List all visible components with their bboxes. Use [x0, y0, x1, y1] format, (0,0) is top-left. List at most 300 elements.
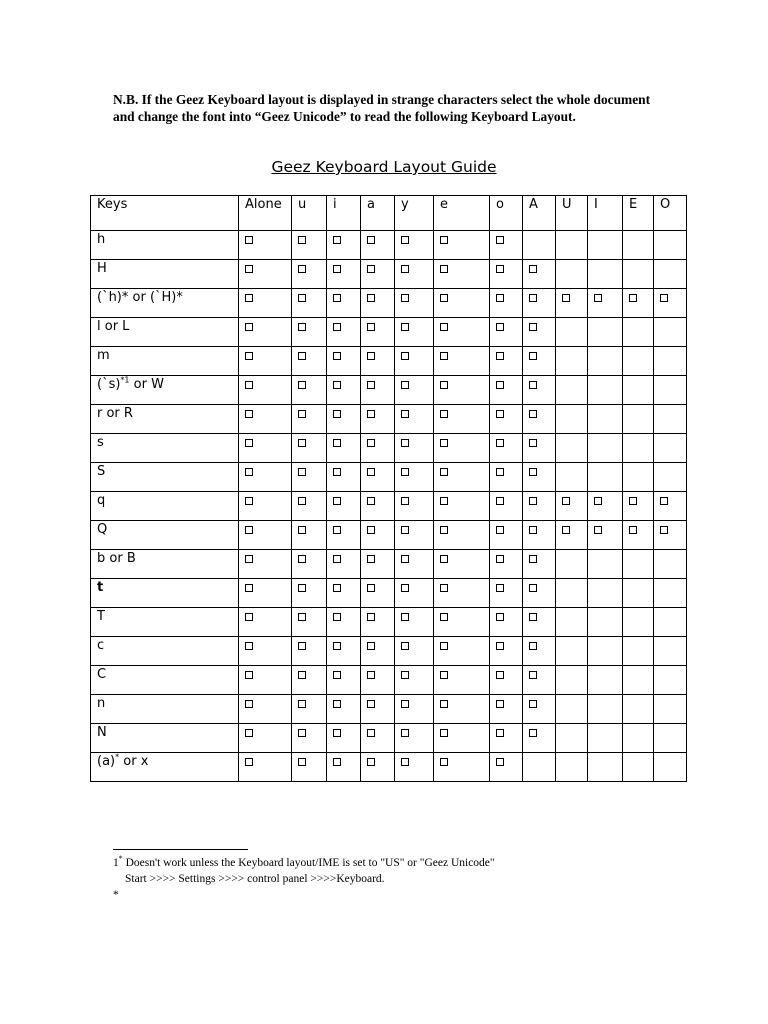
- glyph-cell: [239, 724, 292, 753]
- key-label: l or L: [97, 319, 130, 334]
- glyph-cell: [490, 376, 523, 405]
- missing-glyph-box-icon: [440, 265, 448, 273]
- glyph-cell: [239, 492, 292, 521]
- missing-glyph-box-icon: [298, 236, 306, 244]
- missing-glyph-box-icon: [298, 352, 306, 360]
- glyph-cell: [239, 637, 292, 666]
- key-cell: [91, 405, 239, 434]
- glyph-cell: [490, 637, 523, 666]
- glyph-cell: [654, 608, 687, 637]
- footnote-marker-sup: *: [118, 854, 123, 864]
- table-row: [91, 608, 687, 637]
- missing-glyph-box-icon: [496, 526, 504, 534]
- glyph-cell: [490, 231, 523, 260]
- glyph-cell: [654, 695, 687, 724]
- missing-glyph-box-icon: [245, 294, 253, 302]
- column-header: O: [654, 196, 687, 231]
- missing-glyph-box-icon: [529, 497, 537, 505]
- table-row: [91, 579, 687, 608]
- missing-glyph-box-icon: [529, 294, 537, 302]
- missing-glyph-box-icon: [401, 555, 409, 563]
- key-cell: [91, 492, 239, 521]
- missing-glyph-box-icon: [562, 294, 570, 302]
- glyph-cell: [523, 347, 556, 376]
- key-label: q: [97, 493, 106, 508]
- missing-glyph-box-icon: [496, 381, 504, 389]
- key-cell: [91, 695, 239, 724]
- missing-glyph-box-icon: [367, 613, 375, 621]
- glyph-cell: [434, 347, 490, 376]
- missing-glyph-box-icon: [333, 323, 341, 331]
- table-row: [91, 376, 687, 405]
- glyph-cell: [523, 579, 556, 608]
- glyph-cell: [239, 753, 292, 782]
- glyph-cell: [239, 695, 292, 724]
- key-label: S: [97, 464, 106, 479]
- glyph-cell: [395, 260, 434, 289]
- glyph-cell: [239, 405, 292, 434]
- glyph-cell: [490, 492, 523, 521]
- glyph-cell: [434, 724, 490, 753]
- glyph-cell: [556, 405, 588, 434]
- missing-glyph-box-icon: [298, 584, 306, 592]
- column-header: I: [588, 196, 623, 231]
- glyph-cell: [395, 579, 434, 608]
- glyph-cell: [490, 666, 523, 695]
- glyph-cell: [556, 231, 588, 260]
- table-row: [91, 724, 687, 753]
- glyph-cell: [361, 608, 395, 637]
- missing-glyph-box-icon: [440, 323, 448, 331]
- missing-glyph-box-icon: [298, 700, 306, 708]
- glyph-cell: [556, 666, 588, 695]
- missing-glyph-box-icon: [529, 468, 537, 476]
- glyph-cell: [395, 666, 434, 695]
- glyph-cell: [395, 376, 434, 405]
- missing-glyph-box-icon: [367, 265, 375, 273]
- glyph-cell: [434, 753, 490, 782]
- glyph-cell: [327, 521, 361, 550]
- missing-glyph-box-icon: [245, 497, 253, 505]
- missing-glyph-box-icon: [401, 381, 409, 389]
- missing-glyph-box-icon: [401, 323, 409, 331]
- key-label-suffix: or x: [119, 754, 149, 769]
- glyph-cell: [434, 579, 490, 608]
- missing-glyph-box-icon: [245, 642, 253, 650]
- glyph-cell: [239, 347, 292, 376]
- key-cell: [91, 550, 239, 579]
- missing-glyph-box-icon: [496, 671, 504, 679]
- missing-glyph-box-icon: [562, 497, 570, 505]
- glyph-cell: [434, 405, 490, 434]
- missing-glyph-box-icon: [245, 265, 253, 273]
- table-row: [91, 637, 687, 666]
- keyboard-layout-table: [90, 195, 687, 782]
- missing-glyph-box-icon: [367, 584, 375, 592]
- glyph-cell: [239, 463, 292, 492]
- glyph-cell: [292, 608, 327, 637]
- missing-glyph-box-icon: [529, 642, 537, 650]
- glyph-cell: [556, 260, 588, 289]
- glyph-cell: [434, 608, 490, 637]
- footnote: [113, 855, 673, 903]
- glyph-cell: [654, 347, 687, 376]
- glyph-cell: [523, 637, 556, 666]
- key-label: N: [97, 725, 107, 740]
- missing-glyph-box-icon: [496, 729, 504, 737]
- glyph-cell: [239, 666, 292, 695]
- missing-glyph-box-icon: [367, 236, 375, 244]
- missing-glyph-box-icon: [245, 410, 253, 418]
- table-row: [91, 434, 687, 463]
- glyph-cell: [588, 231, 623, 260]
- missing-glyph-box-icon: [367, 700, 375, 708]
- missing-glyph-box-icon: [333, 613, 341, 621]
- key-cell: [91, 637, 239, 666]
- column-header: Alone: [239, 196, 292, 231]
- missing-glyph-box-icon: [401, 410, 409, 418]
- glyph-cell: [239, 231, 292, 260]
- glyph-cell: [623, 405, 654, 434]
- footnote-line-1: [113, 855, 673, 871]
- key-cell: [91, 463, 239, 492]
- missing-glyph-box-icon: [298, 526, 306, 534]
- missing-glyph-box-icon: [529, 700, 537, 708]
- missing-glyph-box-icon: [401, 497, 409, 505]
- key-cell: [91, 376, 239, 405]
- glyph-cell: [292, 695, 327, 724]
- glyph-cell: [395, 608, 434, 637]
- glyph-cell: [523, 260, 556, 289]
- missing-glyph-box-icon: [298, 758, 306, 766]
- key-label: t: [97, 580, 104, 595]
- glyph-cell: [490, 521, 523, 550]
- missing-glyph-box-icon: [367, 439, 375, 447]
- table-row: [91, 260, 687, 289]
- glyph-cell: [395, 405, 434, 434]
- glyph-cell: [623, 231, 654, 260]
- glyph-cell: [395, 724, 434, 753]
- missing-glyph-box-icon: [440, 613, 448, 621]
- missing-glyph-box-icon: [529, 323, 537, 331]
- glyph-cell: [623, 695, 654, 724]
- missing-glyph-box-icon: [367, 497, 375, 505]
- glyph-cell: [523, 318, 556, 347]
- glyph-cell: [395, 492, 434, 521]
- missing-glyph-box-icon: [401, 265, 409, 273]
- missing-glyph-box-icon: [333, 642, 341, 650]
- missing-glyph-box-icon: [298, 323, 306, 331]
- glyph-cell: [395, 521, 434, 550]
- missing-glyph-box-icon: [333, 700, 341, 708]
- glyph-cell: [327, 637, 361, 666]
- glyph-cell: [623, 347, 654, 376]
- glyph-cell: [556, 492, 588, 521]
- missing-glyph-box-icon: [401, 613, 409, 621]
- key-cell: [91, 347, 239, 376]
- table-row: [91, 289, 687, 318]
- missing-glyph-box-icon: [333, 671, 341, 679]
- key-cell: [91, 318, 239, 347]
- missing-glyph-box-icon: [245, 352, 253, 360]
- missing-glyph-box-icon: [496, 323, 504, 331]
- glyph-cell: [556, 695, 588, 724]
- glyph-cell: [361, 521, 395, 550]
- glyph-cell: [523, 289, 556, 318]
- glyph-cell: [327, 318, 361, 347]
- missing-glyph-box-icon: [298, 265, 306, 273]
- missing-glyph-box-icon: [496, 555, 504, 563]
- glyph-cell: [292, 405, 327, 434]
- glyph-cell: [523, 695, 556, 724]
- missing-glyph-box-icon: [401, 294, 409, 302]
- missing-glyph-box-icon: [333, 294, 341, 302]
- missing-glyph-box-icon: [245, 758, 253, 766]
- missing-glyph-box-icon: [245, 613, 253, 621]
- glyph-cell: [239, 289, 292, 318]
- glyph-cell: [623, 550, 654, 579]
- glyph-cell: [556, 724, 588, 753]
- missing-glyph-box-icon: [333, 352, 341, 360]
- glyph-cell: [490, 724, 523, 753]
- missing-glyph-box-icon: [367, 410, 375, 418]
- missing-glyph-box-icon: [594, 294, 602, 302]
- glyph-cell: [556, 347, 588, 376]
- glyph-cell: [623, 260, 654, 289]
- key-label: c: [97, 638, 105, 653]
- missing-glyph-box-icon: [440, 555, 448, 563]
- glyph-cell: [556, 608, 588, 637]
- glyph-cell: [623, 289, 654, 318]
- glyph-cell: [434, 260, 490, 289]
- footnote-separator: [113, 849, 248, 850]
- glyph-cell: [292, 434, 327, 463]
- table-header-row: [91, 196, 687, 231]
- missing-glyph-box-icon: [367, 642, 375, 650]
- glyph-cell: [292, 753, 327, 782]
- glyph-cell: [654, 521, 687, 550]
- missing-glyph-box-icon: [401, 671, 409, 679]
- glyph-cell: [361, 231, 395, 260]
- missing-glyph-box-icon: [440, 381, 448, 389]
- key-label: h: [97, 232, 106, 247]
- key-cell: [91, 231, 239, 260]
- glyph-cell: [361, 434, 395, 463]
- glyph-cell: [654, 724, 687, 753]
- glyph-cell: [588, 463, 623, 492]
- glyph-cell: [523, 521, 556, 550]
- column-header: Keys: [91, 196, 239, 231]
- key-cell: [91, 521, 239, 550]
- glyph-cell: [556, 289, 588, 318]
- missing-glyph-box-icon: [401, 584, 409, 592]
- glyph-cell: [523, 463, 556, 492]
- missing-glyph-box-icon: [440, 729, 448, 737]
- missing-glyph-box-icon: [660, 497, 668, 505]
- missing-glyph-box-icon: [594, 526, 602, 534]
- column-header: U: [556, 196, 588, 231]
- footnote-line-3: *: [113, 889, 119, 901]
- glyph-cell: [395, 695, 434, 724]
- missing-glyph-box-icon: [529, 265, 537, 273]
- missing-glyph-box-icon: [440, 352, 448, 360]
- glyph-cell: [654, 637, 687, 666]
- key-cell: [91, 579, 239, 608]
- glyph-cell: [434, 463, 490, 492]
- glyph-cell: [395, 318, 434, 347]
- glyph-cell: [556, 579, 588, 608]
- missing-glyph-box-icon: [401, 758, 409, 766]
- glyph-cell: [523, 492, 556, 521]
- glyph-cell: [395, 463, 434, 492]
- key-superscript: *1: [120, 375, 130, 385]
- glyph-cell: [523, 434, 556, 463]
- table-row: [91, 492, 687, 521]
- glyph-cell: [292, 637, 327, 666]
- key-label: s: [97, 435, 104, 450]
- missing-glyph-box-icon: [298, 497, 306, 505]
- glyph-cell: [623, 376, 654, 405]
- table-row: [91, 521, 687, 550]
- key-label: (`s): [97, 377, 121, 392]
- missing-glyph-box-icon: [298, 613, 306, 621]
- glyph-cell: [588, 492, 623, 521]
- key-cell: [91, 724, 239, 753]
- glyph-cell: [556, 318, 588, 347]
- glyph-cell: [361, 550, 395, 579]
- glyph-cell: [556, 753, 588, 782]
- glyph-cell: [654, 579, 687, 608]
- glyph-cell: [654, 492, 687, 521]
- glyph-cell: [654, 753, 687, 782]
- missing-glyph-box-icon: [367, 381, 375, 389]
- glyph-cell: [490, 289, 523, 318]
- key-label: b or B: [97, 551, 136, 566]
- glyph-cell: [490, 608, 523, 637]
- glyph-cell: [556, 637, 588, 666]
- column-header: A: [523, 196, 556, 231]
- glyph-cell: [588, 666, 623, 695]
- column-header: i: [327, 196, 361, 231]
- glyph-cell: [654, 434, 687, 463]
- glyph-cell: [361, 666, 395, 695]
- glyph-cell: [556, 550, 588, 579]
- glyph-cell: [588, 579, 623, 608]
- glyph-cell: [623, 637, 654, 666]
- missing-glyph-box-icon: [629, 526, 637, 534]
- footnote-marker: 1: [113, 857, 119, 869]
- glyph-cell: [490, 550, 523, 579]
- missing-glyph-box-icon: [367, 555, 375, 563]
- missing-glyph-box-icon: [440, 758, 448, 766]
- glyph-cell: [292, 492, 327, 521]
- glyph-cell: [556, 434, 588, 463]
- glyph-cell: [361, 405, 395, 434]
- glyph-cell: [523, 608, 556, 637]
- key-label: C: [97, 667, 107, 682]
- missing-glyph-box-icon: [594, 497, 602, 505]
- glyph-cell: [588, 347, 623, 376]
- missing-glyph-box-icon: [496, 410, 504, 418]
- missing-glyph-box-icon: [298, 294, 306, 302]
- glyph-cell: [434, 318, 490, 347]
- missing-glyph-box-icon: [496, 642, 504, 650]
- missing-glyph-box-icon: [298, 729, 306, 737]
- glyph-cell: [361, 637, 395, 666]
- missing-glyph-box-icon: [529, 439, 537, 447]
- glyph-cell: [395, 434, 434, 463]
- key-superscript: *: [115, 752, 120, 762]
- glyph-cell: [327, 608, 361, 637]
- missing-glyph-box-icon: [298, 439, 306, 447]
- missing-glyph-box-icon: [367, 468, 375, 476]
- missing-glyph-box-icon: [496, 352, 504, 360]
- glyph-cell: [292, 231, 327, 260]
- key-cell: [91, 260, 239, 289]
- missing-glyph-box-icon: [496, 584, 504, 592]
- missing-glyph-box-icon: [367, 323, 375, 331]
- key-label: Q: [97, 522, 108, 537]
- glyph-cell: [361, 695, 395, 724]
- missing-glyph-box-icon: [333, 236, 341, 244]
- glyph-cell: [654, 376, 687, 405]
- missing-glyph-box-icon: [440, 584, 448, 592]
- table-row: [91, 405, 687, 434]
- missing-glyph-box-icon: [562, 526, 570, 534]
- key-label: m: [97, 348, 110, 363]
- glyph-cell: [523, 376, 556, 405]
- glyph-cell: [623, 608, 654, 637]
- glyph-cell: [361, 724, 395, 753]
- key-label: r or R: [97, 406, 133, 421]
- key-cell: [91, 753, 239, 782]
- glyph-cell: [292, 260, 327, 289]
- missing-glyph-box-icon: [245, 584, 253, 592]
- glyph-cell: [327, 260, 361, 289]
- glyph-cell: [588, 608, 623, 637]
- missing-glyph-box-icon: [333, 729, 341, 737]
- glyph-cell: [623, 463, 654, 492]
- glyph-cell: [588, 376, 623, 405]
- column-header: u: [292, 196, 327, 231]
- column-header: e: [434, 196, 490, 231]
- missing-glyph-box-icon: [401, 439, 409, 447]
- key-cell: [91, 289, 239, 318]
- missing-glyph-box-icon: [367, 758, 375, 766]
- glyph-cell: [327, 666, 361, 695]
- glyph-cell: [361, 463, 395, 492]
- glyph-cell: [395, 231, 434, 260]
- instruction-note: N.B. If the Geez Keyboard layout is displayed in strange characters select the whole document and change the font into “Geez Unicode” to read the following Keyboard Layout.: [113, 92, 651, 124]
- glyph-cell: [361, 260, 395, 289]
- missing-glyph-box-icon: [245, 671, 253, 679]
- missing-glyph-box-icon: [298, 468, 306, 476]
- glyph-cell: [327, 231, 361, 260]
- glyph-cell: [395, 550, 434, 579]
- glyph-cell: [361, 289, 395, 318]
- missing-glyph-box-icon: [496, 236, 504, 244]
- missing-glyph-box-icon: [529, 555, 537, 563]
- missing-glyph-box-icon: [333, 526, 341, 534]
- missing-glyph-box-icon: [496, 468, 504, 476]
- glyph-cell: [327, 289, 361, 318]
- glyph-cell: [327, 695, 361, 724]
- missing-glyph-box-icon: [245, 526, 253, 534]
- key-label: (a): [97, 754, 116, 769]
- glyph-cell: [490, 318, 523, 347]
- missing-glyph-box-icon: [245, 700, 253, 708]
- glyph-cell: [292, 347, 327, 376]
